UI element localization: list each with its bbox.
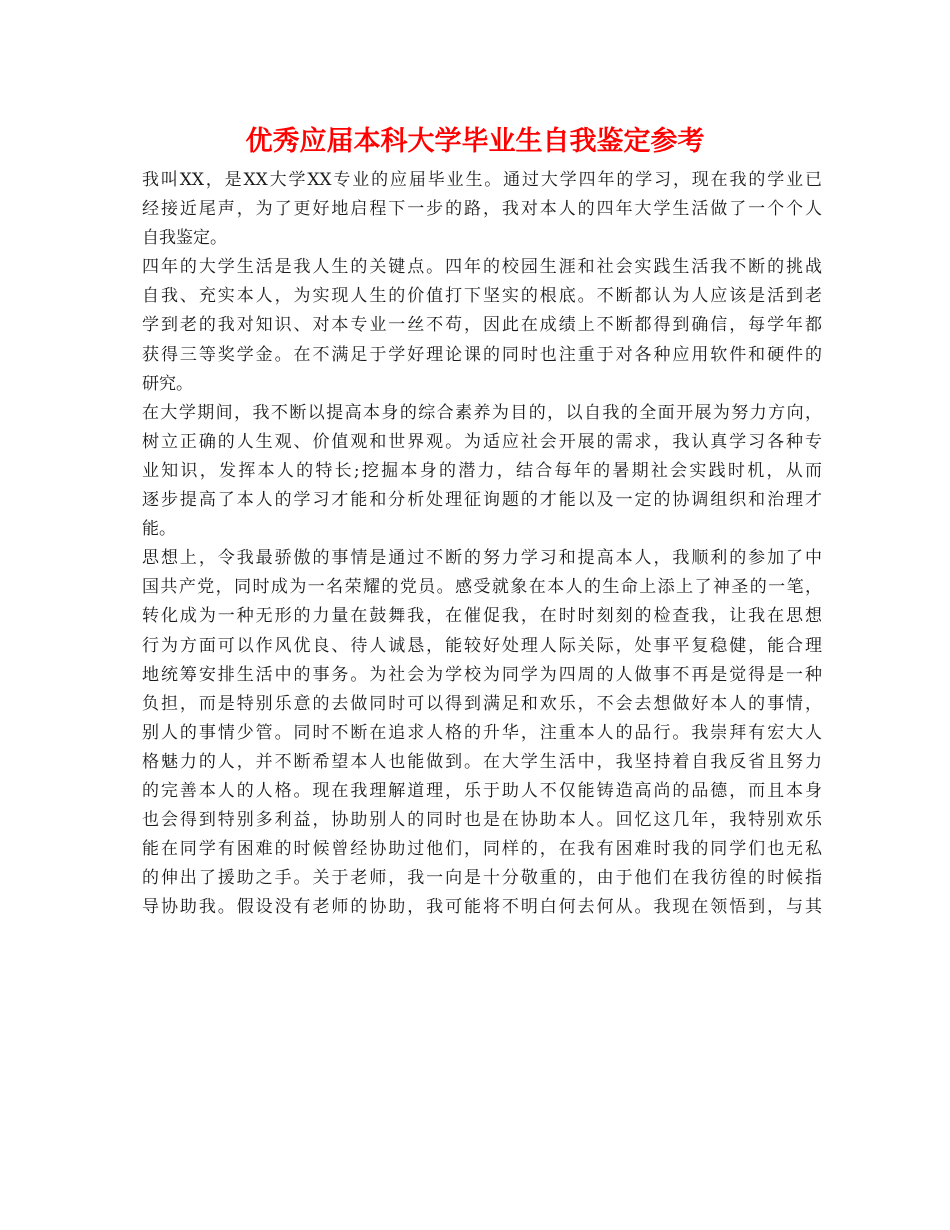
body-line: 在大学期间，我不断以提高本身的综合素养为目的，以自我的全面开展为努力方向， — [142, 402, 822, 423]
body-line: 的伸出了援助之手。关于老师，我一向是十分敬重的，由于他们在我彷徨的时候指 — [142, 868, 822, 889]
body-line: 能。 — [142, 519, 176, 540]
body-line: 研究。 — [142, 373, 193, 394]
body-line: 经接近尾声，为了更好地启程下一步的路，我对本人的四年大学生活做了一个个人 — [142, 199, 822, 220]
body-line: 自我鉴定。 — [142, 228, 227, 249]
body-line: 获得三等奖学金。在不满足于学好理论课的同时也注重于对各种应用软件和硬件的 — [142, 344, 822, 365]
body-line: 行为方面可以作风优良、待人诚恳，能较好处理人际关际，处事平复稳健，能合理 — [142, 635, 822, 656]
body-line: 自我、充实本人，为实现人生的价值打下坚实的根底。不断都认为人应该是活到老 — [142, 286, 822, 307]
body-line: 负担，而是特别乐意的去做同时可以得到满足和欢乐，不会去想做好本人的事情， — [142, 693, 822, 714]
document-title: 优秀应届本科大学毕业生自我鉴定参考 — [245, 126, 705, 157]
body-line: 国共产党，同时成为一名荣耀的党员。感受就象在本人的生命上添上了神圣的一笔， — [142, 577, 822, 598]
body-line: 四年的大学生活是我人生的关键点。四年的校园生涯和社会实践生活我不断的挑战 — [142, 257, 822, 278]
body-line: 树立正确的人生观、价值观和世界观。为适应社会开展的需求，我认真学习各种专 — [142, 431, 822, 452]
body-line: 导协助我。假设没有老师的协助，我可能将不明白何去何从。我现在领悟到，与其 — [142, 897, 822, 918]
document-body — [142, 166, 822, 922]
body-line: 能在同学有困难的时候曾经协助过他们，同样的，在我有困难时我的同学们也无私 — [142, 839, 822, 860]
body-line: 的完善本人的人格。现在我理解道理，乐于助人不仅能铸造高尚的品德，而且本身 — [142, 780, 822, 801]
body-line: 学到老的我对知识、对本专业一丝不苟，因此在成绩上不断都得到确信，每学年都 — [142, 315, 822, 336]
body-line: 地统筹安排生活中的事务。为社会为学校为同学为四周的人做事不再是觉得是一种 — [142, 664, 822, 685]
body-line: 别人的事情少管。同时不断在追求人格的升华，注重本人的品行。我崇拜有宏大人 — [142, 722, 822, 743]
body-line: 也会得到特别多利益，协助别人的同时也是在协助本人。回忆这几年，我特别欢乐 — [142, 810, 822, 831]
body-line: 业知识，发挥本人的特长;挖掘本身的潜力，结合每年的暑期社会实践时机，从而 — [142, 460, 822, 481]
body-line: 思想上，令我最骄傲的事情是通过不断的努力学习和提高本人，我顺利的参加了中 — [142, 548, 822, 569]
body-line: 格魅力的人，并不断希望本人也能做到。在大学生活中，我坚持着自我反省且努力 — [142, 751, 822, 772]
body-line: 逐步提高了本人的学习才能和分析处理征询题的才能以及一定的协调组织和治理才 — [142, 490, 822, 511]
body-line: 我叫XX，是XX大学XX专业的应届毕业生。通过大学四年的学习，现在我的学业已 — [142, 170, 822, 190]
body-line: 转化成为一种无形的力量在鼓舞我，在催促我，在时时刻刻的检查我，让我在思想 — [142, 606, 822, 627]
